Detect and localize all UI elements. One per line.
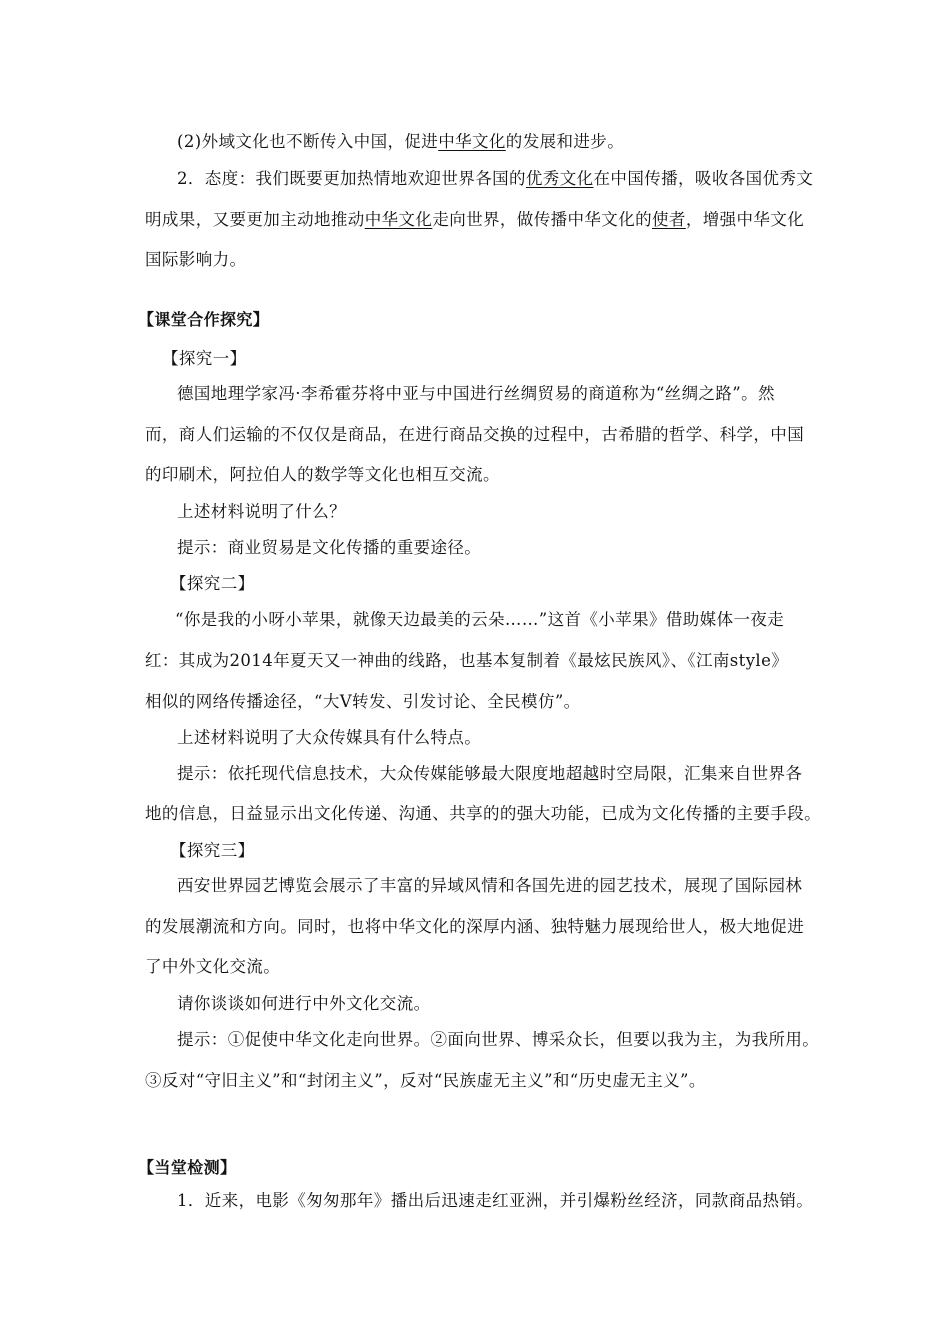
intro-line-1: (2)外域文化也不断传入中国，促进中华文化的发展和进步。 [177,132,625,151]
explore2-text-line: 相似的网络传播途径，“大V转发、引发讨论、全民模仿”。 [145,692,581,711]
explore2-label: 【探究二】 [170,574,255,593]
underlined-term: 优秀文化 [525,169,594,188]
explore1-text-line: 而，商人们运输的不仅仅是商品，在进行商品交换的过程中，古希腊的哲学、科学，中国 [145,425,805,444]
explore1-question: 上述材料说明了什么？ [177,502,346,521]
underlined-term: 使者 [652,210,686,229]
explore3-hint-line: ③反对“守旧主义”和“封闭主义”，反对“民族虚无主义”和“历史虚无主义”。 [145,1071,706,1090]
explore3-text-line: 西安世界园艺博览会展示了丰富的异域风情和各国先进的园艺技术，展现了国际园林 [177,876,803,895]
underlined-term: 中华文化 [438,132,506,151]
explore2-hint-line: 提示：依托现代信息技术，大众传媒能够最大限度地超越时空局限，汇集来自世界各 [177,764,803,783]
explore3-question: 请你谈谈如何进行中外文化交流。 [177,994,431,1013]
explore2-question: 上述材料说明了大众传媒具有什么特点。 [177,728,482,747]
section-title-cooperative-inquiry: 【课堂合作探究】 [138,310,270,329]
underlined-term: 中华文化 [364,210,433,229]
explore1-text-line: 的印刷术，阿拉伯人的数学等文化也相互交流。 [145,465,500,484]
explore2-hint-line: 地的信息，日益显示出文化传递、沟通、共享的的强大功能，已成为文化传播的主要手段。 [145,804,821,823]
explore3-text-line: 的发展潮流和方向。同时，也将中华文化的深厚内涵、独特魅力展现给世人，极大地促进 [145,917,805,936]
explore1-text-line: 德国地理学家冯·李希霍芬将中亚与中国进行丝绸贸易的商道称为“丝绸之路”。然 [177,384,775,403]
question-1: 1．近来，电影《匆匆那年》播出后迅速走红亚洲，并引爆粉丝经济，同款商品热销。 [177,1191,814,1210]
intro-line-2: 2．态度：我们既要更加热情地欢迎世界各国的优秀文化在中国传播，吸收各国优秀文 [177,169,814,188]
explore1-label: 【探究一】 [162,349,247,368]
explore1-hint: 提示：商业贸易是文化传播的重要途径。 [177,538,482,557]
explore2-text-line: 红：其成为2014年夏天又一神曲的线路，也基本复制着《最炫民族风》、《江南style》 [145,651,789,670]
explore3-text-line: 了中外文化交流。 [145,957,281,976]
intro-line-4: 国际影响力。 [145,250,247,269]
explore2-text-line: “你是我的小呀小苹果，就像天边最美的云朵……”这首《小苹果》借助媒体一夜走 [175,610,785,629]
section-title-in-class-test: 【当堂检测】 [138,1158,237,1177]
intro-line-3: 明成果，又要更加主动地推动中华文化走向世界，做传播中华文化的使者，增强中华文化 [145,210,805,229]
explore3-hint-line: 提示：①促使中华文化走向世界。②面向世界、博采众长，但要以我为主，为我所用。 [177,1030,820,1049]
explore3-label: 【探究三】 [170,841,255,860]
